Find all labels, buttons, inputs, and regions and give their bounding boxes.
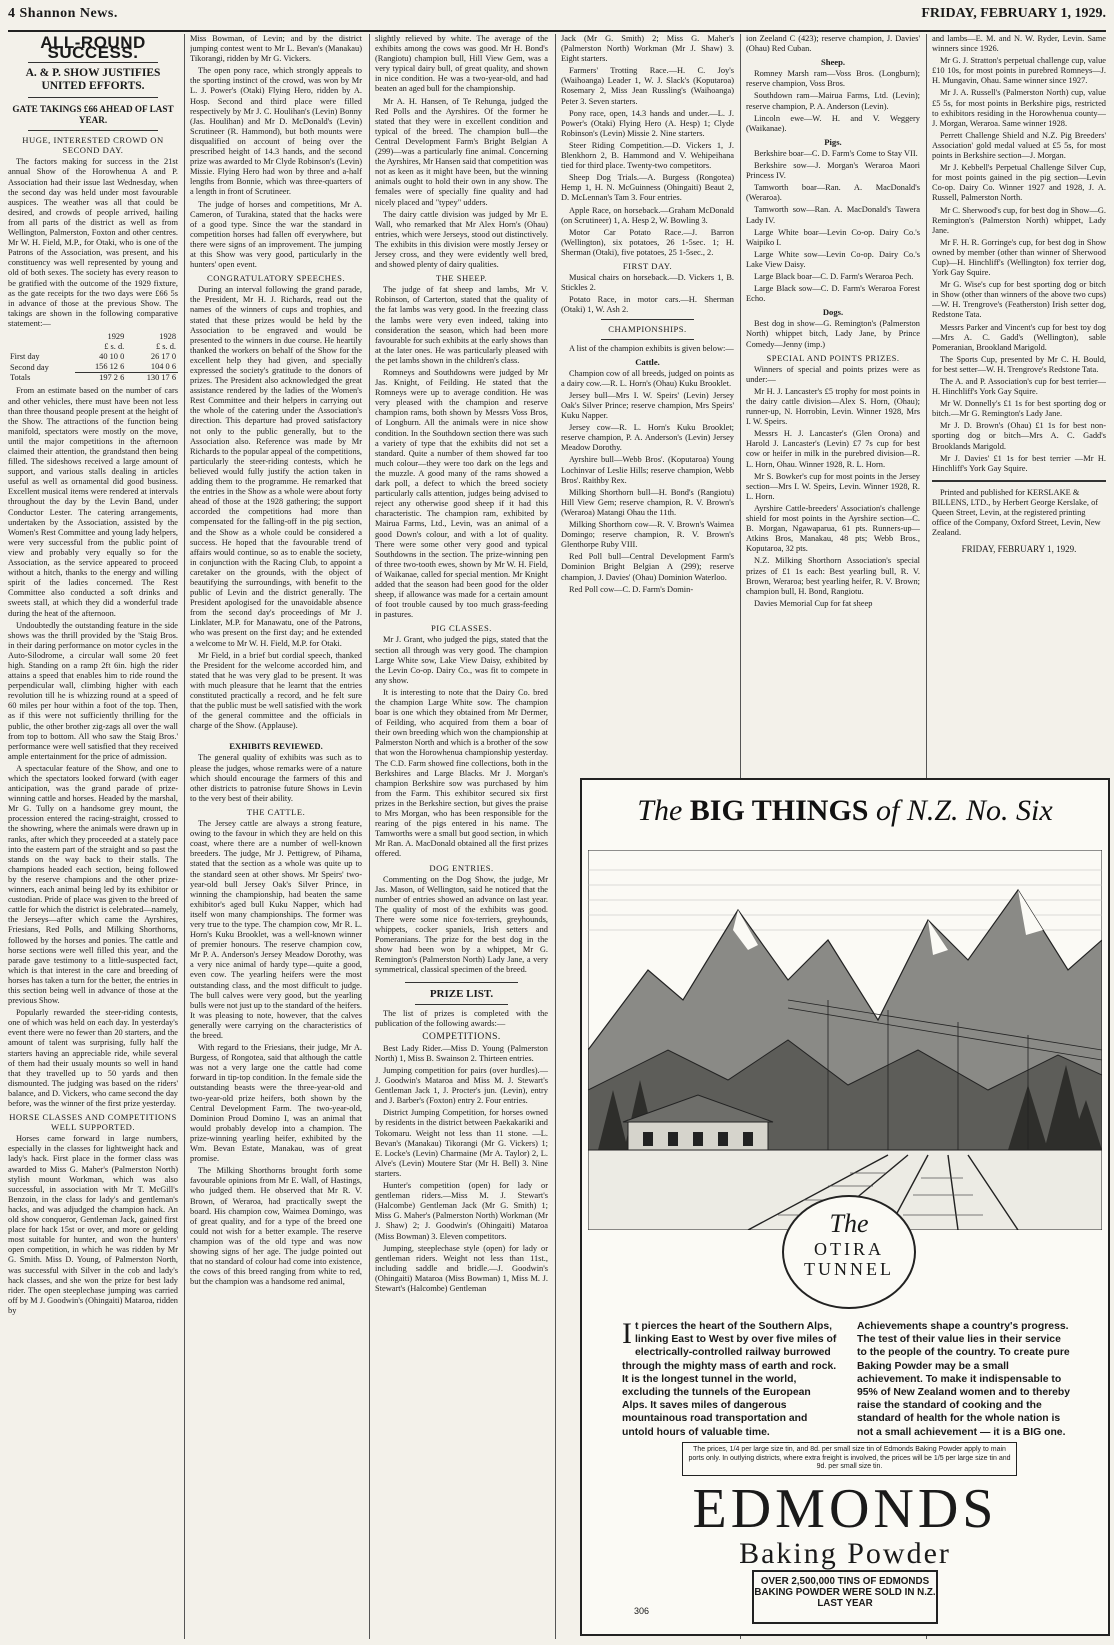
article-paragraph: From an estimate based on the number of cars and other vehicles, there must have been not less than three thousand people present at the height of the Show. The attractions of the function being manifold, spectators were mostly on the move, until the major competitions in the afternoon claimed their attention, the grandstand then being filled. The sideshows received a large amount of support, and various stalls dealing in articles useful as well as ornamental did good business. Excellent musical items were rendered at intervals throughout the day by the Levin Band, under Conductor Lester. The catering arrangements, undertaken by the Association, assisted by the Women's Rest Committee and young lady helpers, were very successful from the public point of view and probably very equally so for the Association, as the service appeared to proceed without a hitch, thanks to the energy and willing spirit of the ladies concerned. The Rest Committee also conducted a soft drinks and sweets stall, at which they did a wonderful trade during the heat of the afternoon. <box>8 386 178 618</box>
article-paragraph: Mr F. H. R. Gorringe's cup, for best dog in Show owned by member (other than winner of Sherwood Cup)—H. Hinchliff's (Wellington) fox terrier dog, York Gay Squire. <box>932 237 1106 278</box>
article-paragraph: The Milking Shorthorns brought forth some favourable opinions from Mr E. Wall, of Hastings, who judged them. He observed that Mr R. V. Brown, of Weraroa, had practically swept the board. His champion cow, Waimea Domingo, was of great quality, and for a type of the breed one could not wish for a better example. The reserve champion was of the old type and was now showing signs of her age. The judge pointed out that no standard of colour had come into existence, the cows of this breed ranging from white to red, but the champion was a handsome red animal, <box>190 1166 362 1287</box>
article-paragraph: The A. and P. Association's cup for best terrier—H. Hinchliff's York Gay Squire. <box>932 377 1106 397</box>
article-paragraph: During an interval following the grand parade, the President, Mr H. J. Richards, read out the names of the winners of cups and trophies, and stated that these prizes would be held by the Association to be engraved and would be presented to the winners in due course. He heartily thanked the workers on behalf of the Show for the excellent help they had given, and specially expressed the society's gratitude to the donors of prizes. The President also acknowledged the great assistance rendered by the ladies of the Women's Rest Committee and their helpers in carrying out the whole of the catering under the Association's direction. This departure had proved satisfactory not only to the public generally, but to the Association also. Reference was made by Mr Richards to the popular appeal of the competitions, particularly the steer-riding contests, which he believed would fully justify the action taken in adding them to the programme. He remarked that the entries in the Show as a whole were about forty ahead of those at the 1928 gathering; the support accorded the competitions had more than compensated for the falling-off in the pig section, and the Show as a whole could be considered a success. He hoped that the favourable trend of affairs would continue, so as to enable the society, in conjunction with the Racing Club, to appoint a caretaker on the grounds, with the object of beautifying the surroundings, with benefit to the public of Levin and the district generally. The President apologised for the unavoidable absence from the second day's proceedings of Mr J. Linklater, M.P. for Manawatu, one of the Patrons, who was present on the first day; and he extended a welcome to Mr W. H. Field, M.P. for Otaki. <box>190 285 362 648</box>
article-paragraph: Large Black sow—C. D. Farm's Weraroa Forest Echo. <box>746 284 920 304</box>
article-paragraph: Large White boar—Levin Co-op. Dairy Co.'s Waipiko I. <box>746 227 920 247</box>
section-heading: EXHIBITS REVIEWED. <box>229 741 323 752</box>
article-paragraph: Popularly rewarded the steer-riding contests, one of which was held on each day. In yesterday's event there were no fewer than 20 starters, and the amount of talent was surprising, fully half the starters having an appreciable ride, while several of them had their usualy mounts so well in hand that they travelled up to 50 yards and then dismounted. The judging was based on the riders' balance, and D. Vickers, who came second the day before, was the winner of the first prize yesterday. <box>8 1008 178 1108</box>
ad-number: 306 <box>634 1606 650 1616</box>
masthead-date: FRIDAY, FEBRUARY 1, 1929. <box>921 6 1106 21</box>
article-paragraph: District Jumping Competition, for horses owned by residents in the district between Paekakariki and Tokomaru. Weight not less than 11 stone. —L. Bevan's (Manakau) Tikorangi (Mr G. Vickers) 1; E. Locke's (Levin) Charmaine (Mr A. Taylor) 2, L. Alve's (Levin) Moutere Star (Mr H. Bell) 3. Nine starters. <box>375 1108 548 1178</box>
article-paragraph: Jersey cow—R. L. Horn's Kuku Brooklet; reserve champion, P. A. Anderson's (Levin) Jersey Meadow Dorothy. <box>561 423 734 453</box>
drop-cap: I <box>622 1317 632 1350</box>
article-paragraph: N.Z. Milking Shorthorn Association's special prizes of £1 1s each: Best yearling bull, R. V. Brown, Weraroa; best yearling heifer, R. V. Brown; champion bull, H. Bond, Rangiotu. <box>746 556 920 596</box>
article-paragraph: Farmers' Trotting Race.—H. C. Joy's (Waihoanga) Leader 1, W. J. Slack's (Koputaroa) Rosemary 2, Miss Jean Russling's (Waihoanga) Peter 3. Seven starters. <box>561 66 734 106</box>
article-paragraph: The list of prizes is completed with the publication of the following awards:— <box>375 1008 548 1028</box>
column-rule <box>555 34 556 1639</box>
article-paragraph: Horses came forward in large numbers, especially in the classes for lightweight hack and lady's hack. First place in the former class was awarded to Miss G. Maher's (Palmerston North) stylish mount Workman, which was also successful, in association with Mr T. McGill's Benzoin, in the class for lady's and gentleman's hacks, and was adjudged the champion hack. An old show conqueror, Gentleman Jack, gained first place for hack 15st or over, and more or gelding most suitable for hunter, and won the hunters' open competition, in which he was ridden by Mr G. Smith. Miss D. Young, of Palmerston North, was successful with Silver in the cob and lady's hack classes, and she won the prize for best lady rider. The open steeplechase jumping was carried off by M J. Goodwin's (Ohingaiti) Mataroa, ridden by <box>8 1134 178 1315</box>
article-paragraph: Mr J. Davies' £1 1s for best terrier —Mr H. Hinchliff's York Gay Squire. <box>932 453 1106 473</box>
article-paragraph: Winners of special and points prizes were as under:— <box>746 364 920 384</box>
article-paragraph: It is interesting to note that the Dairy Co. bred the champion Large White sow. The champion boar is one which they obtained from Mr Dermer, of Feilding, who acquired from them a boar of their own breeding which won the championship at Palmerston North and which is a brother of the sow that won the Horowhenua championship yesterday. The C.D. Farm showed fine collections, both in the Berkshires and Large Blacks. Mr J. Morgan's champion Berkshire sow was purchased by him from the Farm. This exhibitor secured six first prizes in the Berkshire section, but gives the praise to Mrs Morgan, who has been responsible for the rearing of the pigs entered in his name. The Tamworths were a small but good section, in which Mr Ran. A. MacDonald obtained all the first prizes offered. <box>375 687 548 859</box>
gate-takings-table <box>8 332 178 383</box>
article-paragraph: Commenting on the Dog Show, the judge, Mr Jas. Mason, of Wellington, said he noticed that the number of entries showed an advance on last year. The quality of most of the exhibits was good. There were some nice fox-terriers, greyhounds, whippets, cocker spaniels, Irish setters and Pomeranians. The prize for the best dog in the show had been won by a whippet, Mr G. Remington's (Palmerston North) Lady Jane, a very symmetrical, classical specimen of the breed. <box>375 874 548 975</box>
article-paragraph: Pony race, open, 14.3 hands and under.—L. J. Power's (Otaki) Flying Hero (A. Hesp) 1; Clyde Robinson's (Levin) Missie 2. Nine starters. <box>561 108 734 138</box>
article-paragraph: Mr J. Kebbell's Perpetual Challenge Silver Cup, for most points gained in the pig section—Levin Co-op. Dairy Co. Winner 1927 and 1928, J. A. Russell, Palmerston North. <box>932 163 1106 203</box>
section-heading: Pigs. <box>824 136 842 147</box>
subheadline: A. & P. SHOW JUSTIFIES UNITED EFFORTS. <box>25 67 161 93</box>
table-unit: £ s. d. <box>155 342 176 352</box>
column-6 <box>932 34 1106 772</box>
column-3 <box>375 34 548 1639</box>
article-paragraph: Davies Memorial Cup for fat sheep <box>754 598 873 608</box>
article-paragraph: Champion cow of all breeds, judged on points as a dairy cow.—R. L. Horn's (Ohau) Kuku Brooklet. <box>561 368 734 388</box>
article-paragraph: Mr G. Wise's cup for best sporting dog or bitch in Show (other than winners of the above two cups)—W. H. Trengrove's (Featherston) Irish setter dog, Redstone Tata. <box>932 280 1106 320</box>
article-paragraph: Romney Marsh ram—Voss Bros. (Longburn); reserve champion, Voss Bros. <box>746 69 920 89</box>
article-paragraph: Jack (Mr G. Smith) 2; Miss G. Maher's (Palmerston North) Workman (Mr J. Shaw) 3. Eight starters. <box>561 34 734 64</box>
article-paragraph: Musical chairs on horseback.—D. Vickers 1, B. Stickles 2. <box>561 273 734 293</box>
otira-tunnel-illustration <box>588 850 1102 1230</box>
article-paragraph: Milking Shorthorn bull—H. Bond's (Rangiotu) Hill View Gem; reserve champion, R. V. Brown's (Weraroa) Matangi Ohau the 11th. <box>561 487 734 517</box>
article-paragraph: and lambs—E. M. and N. W. Ryder, Levin. Same winners since 1926. <box>932 34 1106 54</box>
article-paragraph: Jumping, steeplechase style (open) for lady or gentleman riders. Weight not less than 11st., including saddle and bridle.—J. Goodwin's (Ohingaiti) Mataroa (Miss Bowman) 1, Miss M. J. Stewart's (Halcombe) Gentleman <box>375 1243 548 1293</box>
article-paragraph: Large White sow—Levin Co-op. Dairy Co.'s Lake View Daisy. <box>746 249 920 269</box>
ad-body-left: It pierces the heart of the Southern Alps, linking East to West by over five miles of electrically-controlled railway burrowed through the mighty mass of earth and rock. It is the longest tunnel in the world, excluding the tunnels of the European Alps. It saves miles of dangerous mountainous road transportation and untold hours of valuable time. <box>622 1317 837 1438</box>
imprint: Printed and published for KERSLAKE & BILLENS, LTD., by Herbert George Kerslake, of Queen Street, Levin, at the registered printing office of the Company, Oxford Street, Levin, New Zealand. <box>932 487 1101 538</box>
article-paragraph: Miss Bowman, of Levin; and by the district jumping contest went to Mr L. Bevan's (Manakau) Tikorangi, ridden by Mr G. Vickers. <box>190 34 362 64</box>
article-paragraph: Berkshire boar—C. D. Farm's Come to Stay VII. <box>754 148 918 158</box>
article-paragraph: Ayrshire bull—Webb Bros'. (Koputaroa) Young Lochinvar of Leslie Hills; reserve champion, Webb Bros'. Raithby Rex. <box>561 455 734 485</box>
table-header: 1929 <box>107 331 125 341</box>
article-paragraph: Best dog in show—G. Remington's (Palmerston North) whippet bitch, Lady Jane, by Prince Comedy—Jenny (imp.) <box>746 319 920 349</box>
masthead <box>8 6 1106 32</box>
article-paragraph: The Jersey cattle are always a strong feature, owing to the favour in which they are held on this coast, where there are a number of well-known breeders. The judge, Mr J. Pettigrew, of Pihama, stated that the section as a whole was quite up to the standard seen at other shows. Mr Speirs' two-year-old bull Jersey Oak's Silver Prince, in winning the championship, had beaten the same exhibitor's aged bull Kuku Napper, which had itself won many championships. The former was very true to the type. The champion cow, Mr R. L. Horn's Kuku Brooklet, was a well-known winner of premier honours. The reserve champion cow, Mr P. A. Anderson's Jersey Meadow Dorothy, was a very nice animal of hardy type—quite a good, even cow. The yearling heifers were the most outstanding class, and the most difficult to judge. The bull calves were very good, but the yearling bulls were not just up to the standard of the heifers. It was pleasing to note, however, that the calves generally were carrying on the characteristics of the breed. <box>190 819 362 1040</box>
table-row: First day 40 10 0 26 17 0 <box>10 352 176 362</box>
article-paragraph: Messrs Parker and Vincent's cup for best toy dog—Mrs A. C. Gadd's (Wellington), sable Pomeranian, Brookland Marigold. <box>932 322 1106 352</box>
oval-the: The <box>829 1209 869 1238</box>
section-heading: THE CATTLE. <box>246 806 306 817</box>
article-paragraph: Best Lady Rider.—Miss D. Young (Palmerston North) 1, Miss B. Swainson 2. Thirteen entries. <box>375 1043 548 1063</box>
section-heading: Cattle. <box>635 356 660 367</box>
article-paragraph: The dairy cattle division was judged by Mr E. Wall, who remarked that Mr Alex Horn's (Ohau) entries, which were Jerseys, stood out distinctively. The exhibits in this division were mostly Jersey or Jersey cross, and they were evidently well bred, and showed plenty of dairy qualities. <box>375 209 548 270</box>
section-heading: DOG ENTRIES. <box>429 862 494 873</box>
article-paragraph: Tamworth boar—Ran. A. MacDonald's (Weraroa). <box>746 183 920 203</box>
article-paragraph: slightly relieved by white. The average of the exhibits among the cows was good. Mr H. Bond's (Rangiotu) champion bull, Hill View Gem, was a very typical dairy bull, of great quality, and shown in nice condition. He was a two-year-old, and had beaten an aged bull for the championship. <box>375 34 548 94</box>
price-notice: The prices, 1/4 per large size tin, and 8d. per small size tin of Edmonds Baking Powder apply to main ports only. In outlying districts, where extra freight is involved, the prices will be 1/5 per large size tin and 9d. per small size tin. <box>682 1442 1017 1476</box>
article-paragraph: Jumping competition for pairs (over hurdles).—J. Goodwin's Mataroa and Miss M. J. Stewart's Gentleman Jack 1, J. Procter's jun. (Levin), entry and J. Barber's (Foxton) entry 2. Four entries. <box>375 1066 548 1106</box>
edmonds-logo <box>582 1480 1108 1570</box>
article-paragraph: Messrs H. J. Lancaster's (Glen Orona) and Harold J. Lancaster's (Levin) £7 7s cup for best cow or heifer in milk in the purebred division—R. L. Horn, Ohau. Winner 1928, R. L. Horn. <box>746 429 920 469</box>
article-paragraph: Mr H. J. Lancaster's £5 trophy for most points in the dairy cattle division—Alex S. Horn, (Ohau); runner-up, N. Horrobin, Levin. Winner 1928, Mrs I. W. Speirs. <box>746 386 920 427</box>
table-row: Second day 156 12 6 104 0 6 <box>10 362 176 372</box>
divider <box>932 480 1106 482</box>
section-heading: CHAMPIONSHIPS. <box>608 324 687 335</box>
ad-title: The BIG THINGS of N.Z. No. Six <box>637 794 1053 827</box>
product-name: Baking Powder <box>739 1537 951 1570</box>
dateline: FRIDAY, FEBRUARY 1, 1929. <box>961 544 1077 555</box>
column-4 <box>561 34 734 772</box>
article-paragraph: The judge of fat sheep and lambs, Mr V. Robinson, of Carterton, stated that the quality of the fat lambs was very good. In the freezing class the lambs were very even indeed, taking into consideration the season, which had been more favourable for such exhibits at the early shows than at the later ones. He was particularly pleased with the pet lambs shown in the children's class. <box>375 285 548 365</box>
subheadline: GATE TAKINGS £66 AHEAD OF LAST YEAR. <box>12 104 174 126</box>
article-paragraph: Apple Race, on horseback.—Graham McDonald (on Scrutineer) 1, A. Hesp 2, W. Bowling 3. <box>561 205 734 225</box>
article-paragraph: A spectacular feature of the Show, and one to which the spectators looked forward (with eager anticipation, was the grand parade of prize-winning cattle and horses. Headed by the marshal, Mr G. Tully on a handsome grey mount, the procession entered the racing-straight, crossed to the showring, where the animals were drawn up in ranks, after which they proceeded at a stately pace into the eastern part of the straight and so past the stands on the way back to their stalls. The champions headed each section, being followed by the reserve champions and the other prize-winners, each animal being led by its exhibitor or custodian. Pride of place was given to the breed of cattle for which the district is celebrated—namely, the Jerseys—after which came the Ayrshires, Friesians, Red Polls, and Milking Shorthorns, followed by the horses and ponies. The cattle and horse sections were well filled this year, and the parade gave testimony to a little-suspected fact, which is that interest in the care and breeding of horses has taken a turn for the better, the entries in this section being well in advance of those at the previous Show. <box>8 763 178 1006</box>
oval-name-line1: OTIRA <box>814 1239 884 1259</box>
otira-tunnel-oval <box>782 1195 916 1309</box>
article-paragraph: Large Black boar—C. D. Farm's Weraroa Pech. <box>754 271 914 281</box>
article-paragraph: Mr J. Grant, who judged the pigs, stated that the section all through was very good. The champion Large White sow, Lake View Daisy, exhibited by the Levin Co-op. Dairy Co., was fit to compete in any show. <box>375 635 548 685</box>
ad-body-right: Achievements shape a country's progress. The test of their value lies in their service to the people of the country. To create pure Baking Powder may be a small achievement. To make it indispensable to 95% of New Zealand women and to thereby raise the standard of cooking and the standard of health for the whole nation is not a small achievement — it is a BIG one. <box>857 1321 1071 1438</box>
column-rule <box>184 34 185 1639</box>
article-paragraph: Sheep Dog Trials.—A. Burgess (Rongotea) Hemp 1, H. N. McGuinness (Ohingaiti) Beaut 2, D. McLennan's Tam 3. Four entries. <box>561 173 734 203</box>
article-paragraph: Mr A. H. Hansen, of Te Rehunga, judged the Red Polls and the Ayrshires. Of the former he stated that they were in excellent condition and typical of the breed. The champion bull—the Central Development Farm's Bright Belgian A (299)—was a particularly fine animal. Concerning the Ayrshires, Mr Hansen said that competition was not as keen as it might have been, but the winning animals ought to hold their own in any show. The females were of specially fine quality and had nicely placed and "typey" udders. <box>375 96 548 207</box>
article-paragraph: Motor Car Potato Race.—J. Barron (Wellington), six potatoes, 26 1-5sec. 1; H. Sherman (Otaki), five potatoes, 25 1-5sec., 2. <box>561 227 734 257</box>
section-heading: THE SHEEP. <box>435 273 488 284</box>
article-paragraph: The general quality of exhibits was such as to please the judges, whose remarks were of a nature which should encourage the farmers of this and other districts to patronise future Shows in Levin to the very best of their ability. <box>190 753 362 803</box>
column-5 <box>746 34 920 772</box>
article-paragraph: Potato Race, in motor cars.—H. Sherman (Otaki) 1, W. Ash 2. <box>561 295 734 315</box>
column-1 <box>8 34 178 1639</box>
column-rule <box>369 34 370 1639</box>
section-heading: SPECIAL AND POINTS PRIZES. <box>766 352 900 363</box>
section-heading: PRIZE LIST. <box>429 987 494 1000</box>
article-paragraph: Southdown ram—Mairua Farms, Ltd. (Levin); reserve champion, P. A. Anderson (Levin). <box>746 91 920 111</box>
table-row: Totals 197 2 6 130 17 6 <box>10 373 176 383</box>
table-header: 1928 <box>159 331 176 341</box>
article-paragraph: Jersey bull—Mrs I. W. Speirs' (Levin) Jersey Oak's Silver Prince; reserve champion, Mrs Speirs' Kuku Napper. <box>561 390 734 421</box>
section-heading: FIRST DAY. <box>622 260 673 271</box>
edmonds-advertisement <box>580 778 1110 1636</box>
article-paragraph: Mr J. D. Brown's (Ohau) £1 1s for best non-sporting dog or bitch—Mrs A. C. Gadd's Brooklands Marigold. <box>932 421 1106 451</box>
article-paragraph: Mr G. J. Stratton's perpetual challenge cup, value £10 10s, for most points in purebred Romneys—J. H. Mungavin, Ohau. Same winner since 1927. <box>932 56 1106 86</box>
article-paragraph: Mr W. Donnelly's £1 1s for best sporting dog or bitch.—Mr G. Remington's Lady Jane. <box>932 399 1106 419</box>
article-paragraph: The Sports Cup, presented by Mr C. H. Bould, for best setter—W. H. Trengrove's Redstone Tata. <box>932 354 1106 374</box>
article-paragraph: Mr S. Bowker's cup for most points in the Jersey section—Mrs I. W. Speirs, Levin. Winner 1928, R. L. Horn. <box>746 471 920 501</box>
section-heading: COMPETITIONS. <box>422 1031 501 1042</box>
brand-name: EDMONDS <box>692 1478 998 1540</box>
article-paragraph: Ayrshire Cattle-breeders' Association's challenge shield for most points in the Ayrshire section—C. B. Morgan, Ngawaparua, 61 pts. Runners-up—Atkins Bros, Manakau, 48 pts; Webb Bros., Koputaroa, 32 pts. <box>746 503 920 554</box>
article-paragraph: Tamworth sow—Ran. A. MacDonald's Tawera Lady IV. <box>746 205 920 225</box>
article-paragraph: Red Poll cow—C. D. Farm's Domin- <box>569 584 694 594</box>
section-heading: Dogs. <box>822 307 844 318</box>
article-paragraph: ion Zeeland C (423); reserve champion, J. Davies' (Ohau) Red Cuban. <box>746 34 920 54</box>
column-2 <box>190 34 362 1639</box>
article-paragraph: A list of the champion exhibits is given below:— <box>569 343 734 353</box>
article-paragraph: Red Poll bull—Central Development Farm's Dominion Bright Belgian A (299); reserve champion, J. Davies' (Ohau) Dominion Waterloo. <box>561 552 734 582</box>
section-heading: HORSE CLASSES AND COMPETITIONS WELL SUPPORTED. <box>9 1112 177 1133</box>
headline: ALL-ROUND SUCCESS. <box>40 34 146 63</box>
article-paragraph: The judge of horses and competitions, Mr A. Cameron, of Turakina, stated that the hacks were of a good type. Since the war the standard in competition horses had fallen off everywhere, but there were signs of an improvement. The jumping at this Show was very good, particularly in the hunters' open event. <box>190 199 362 270</box>
article-paragraph: Perrett Challenge Shield and N.Z. Pig Breeders' Association' gold medal valued at £5 5s, for most points in Berkshire section—J. Morgan. <box>932 130 1106 161</box>
table-unit: £ s. d. <box>104 342 125 352</box>
article-paragraph: The open pony race, which strongly appeals to the sporting instinct of the crowd, was won by Mr L. J. Power's (Otaki) Flying Hero, ridden by A. Hosp. Second and third place were filled respectively by Mr J. C. Houlihan's (Levin) Bonny (Jas. Houlihan) and Mr D. McDonald's (Levin) Scrutineer (R. Hammond), but both mounts were disqualified on account of being over the prescribed height of 14.3 hands, and the second prize was awarded to Mr Clyde Robinson's (Levin) Missie. Flying Hero had won by three and a-half lengths from Bonnie, which was three-quarters of a length in front of Scrutineer. <box>190 66 362 197</box>
article-paragraph: Milking Shorthorn cow—R. V. Brown's Waimea Domingo; reserve champion, R. V. Brown's Glenthorpe Ruby VIII. <box>561 520 734 550</box>
article-paragraph: The factors making for success in the 21st annual Show of the Horowhenua A and P. Association had their issue last Wednesday, when the second day was held under most favourable auspices. The weather was all that could be desired, and crowds of people arrived, hailing from all parts of the district as well as from Wellington, Palmerston, Foxton and other centres. Mr W. H. Field, M.P., for Otaki, who is one of the Patrons of the Association, was present, and his constituency was well represented by young and old of both sexes. The society has every reason to be gratified with the outcome of the 1929 fixture, as the gate receipts for the two days were £66 5s in advance of those at the previous Show. The takings are shown in the following comparative statement:— <box>8 157 178 328</box>
article-paragraph: Undoubtedly the outstanding feature in the side shows was the thrill provided by the 'Staig Bros. in their daring performance on motor cycles in the Auto-Silodrome, a circular wall some 20 feet high. Standing on a ramp 2ft 6in. high the rider attains a speed that enables him to ride round the perpendicular wall, climbing higher with each revolution till he is whizzing round at a speed of 60 miles per hour within a foot of the top. Then, as if this were not sufficiently thrilling for the public, the other brother zig-zags all over the wall from top to bottom. All who saw the Staig Bros.' performance were well satisfied that they received ample entertainment for the price of admission. <box>8 620 178 761</box>
article-paragraph: Mr Field, in a brief but cordial speech, thanked the President for the welcome accorded him, and stated that he was very glad to be present. It was with much pleasure that he learnt that the entries constituted practically a record, and he felt sure that the public must be well satisfied with the work of the general committee and the officials in charge of the Show. (Applause). <box>190 650 362 731</box>
section-heading: CONGRATULATORY SPEECHES. <box>206 273 346 284</box>
article-paragraph: Lincoln ewe—W. H. and V. Weggery (Waikanae). <box>746 113 920 133</box>
article-paragraph: Mr J. A. Russell's (Palmerston North) cup, value £5 5s, for most points in Berkshire pigs, restricted to exhibitors residing in the Horowhenua county—J. Morgan, Weraroa. Same winner 1928. <box>932 88 1106 128</box>
article-paragraph: Romneys and Southdowns were judged by Mr Jas. Knight, of Feilding. He stated that the Romneys were up to average condition. He was very pleased with the champion and reserve champion rams, both shown by Messrs Voss Bros, of Longburn. All the animals were in nice show condition. In the Southdown section there was such a variety of type that the exhibits did not set a standard. Quite a number of them showed far too much colour—they were too dark on the legs and the muzzle. A good many of the rams showed a dark poll, a defect to which the breed society particularly calls attention, judges being advised to reject any otherwise good sheep if it had this characteristic. The champion ram, exhibited by Mairua Farms, Ltd., Levin, was an animal of a good Down's colour, and with a lot of quality. There were some other very good and typical Southdowns in the section. The prize-winning pen of three two-tooth ewes, shown by Mr W. H. Field, of Waikanae, called for special mention. Mr Knight added that the season had been good for the older sheep, if allowance was made for a certain amount of foot trouble caused by too much grass-feeding in pastures. <box>375 368 548 620</box>
article-paragraph: Mr C. Sherwood's cup, for best dog in Show—G. Remington's (Palmerston North) whippet, Lady Jane. <box>932 205 1106 235</box>
oval-name-line2: TUNNEL <box>804 1259 894 1279</box>
article-paragraph: Hunter's competition (open) for lady or gentleman riders.—Miss M. J. Stewart's (Halcombe) Gentleman Jack (Mr G. Smith) 1; Miss G. Maher's (Palmerston North) Workman (Mr J. Shaw) 2; J. Goodwin's (Ohingaiti) Mataroa (Miss Bowman) 3. Eleven competitors. <box>375 1181 548 1241</box>
section-heading: Sheep. <box>820 57 846 68</box>
article-paragraph: Steer Riding Competition.—D. Vickers 1, J. Blenkhorn 2, B. Hammond and V. Wehipeihana tied for third place. Twenty-two competitors. <box>561 140 734 171</box>
sales-callout: OVER 2,500,000 TINS OF EDMONDS BAKING POWDER WERE SOLD IN N.Z. LAST YEAR <box>752 1570 938 1624</box>
section-heading: PIG CLASSES. <box>431 623 492 634</box>
masthead-title: 4 Shannon News. <box>8 6 118 21</box>
article-paragraph: With regard to the Friesians, their judge, Mr A. Burgess, of Rongotea, said that although the cattle was not a very large one the cattle had come forward in tip-top condition. In the female side the outstanding beasts were the three-year-old and two-year-old prize heifers, both shown by the Central Development Farm. The two-year-old, Dominion Proud Domino I, was an animal that would probably develop into a champion. The prize-winning yearling heifer, exhibited by the Wm. Bevan Estate, Manakau, was of great promise. <box>190 1043 362 1164</box>
article-paragraph: Berkshire sow—J. Morgan's Weraroa Maori Princess IV. <box>746 161 920 181</box>
subheadline: HUGE, INTERESTED CROWD ON SECOND DAY. <box>22 135 164 156</box>
